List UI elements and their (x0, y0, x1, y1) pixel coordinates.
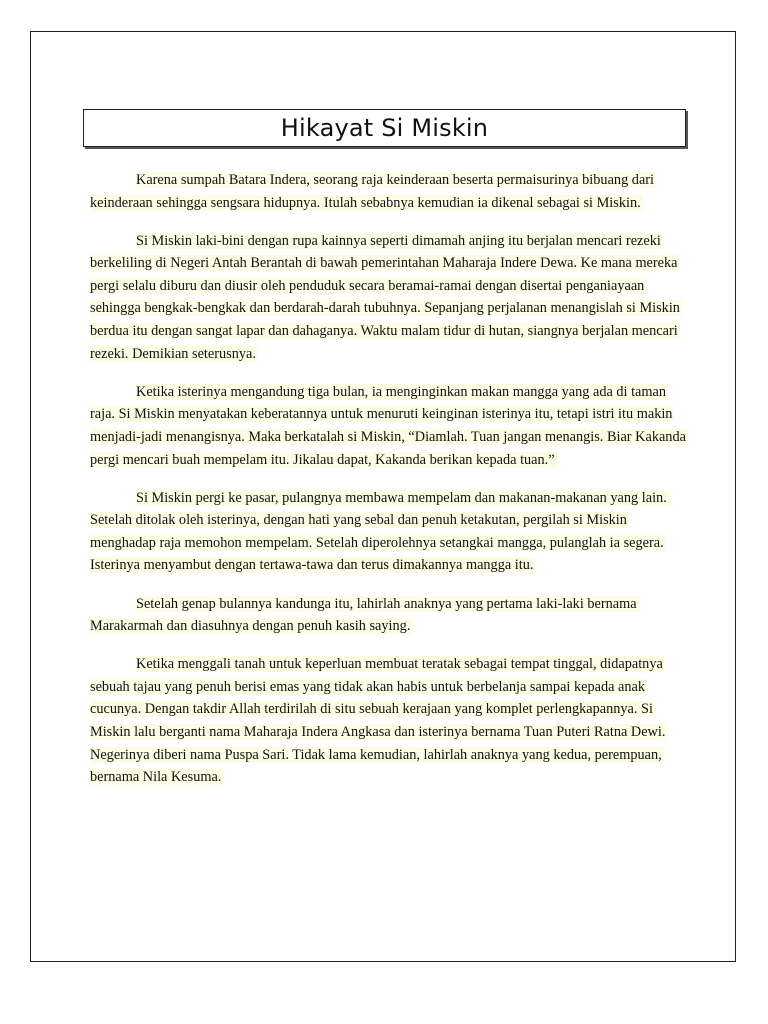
paragraph-text: Si Miskin laki-bini dengan rupa kainnya seperti dimamah anjing itu berjalan mencari rezeki berkeliling di Negeri Antah Berantah di bawah pemerintahan Maharaja Indere Dewa. Ke mana mereka pergi selalu diburu dan diusir oleh penduduk secara beramai-ramai dengan disertai penganiayaan sehingga bengkak-bengkak dan berdarah-darah tubuhnya. Sepanjang perjalanan menangislah si Miskin berdua itu dengan sangat lapar dan dahaganya. Waktu malam tidur di hutan, siangnya berjalan mencari rezeki. Demikian seterusnya. (90, 232, 680, 362)
document-body (90, 169, 690, 804)
paragraph-text: Ketika isterinya mengandung tiga bulan, ia menginginkan makan mangga yang ada di taman raja. Si Miskin menyatakan keberatannya untuk menuruti keinginan isterinya itu, tetapi istri itu makin menjadi-jadi menangisnya. Maka berkatalah si Miskin, “Diamlah. Tuan jangan menangis. Biar Kakanda pergi mencari buah mempelam itu. Jikalau dapat, Kakanda berikan kepada tuan.” (90, 383, 686, 468)
paragraph-1 (90, 169, 690, 214)
title-box (83, 109, 686, 147)
paragraph-2 (90, 230, 690, 366)
paragraph-5 (90, 593, 690, 638)
paragraph-text: Si Miskin pergi ke pasar, pulangnya membawa mempelam dan makanan-makanan yang lain. Setelah ditolak oleh isterinya, dengan hati yang sebal dan penuh ketakutan, pergilah si Miskin menghadap raja memohon mempelam. Setelah diperolehnya setangkai mangga, pulanglah ia segera. Isterinya menyambut dengan tertawa-tawa dan terus dimakannya mangga itu. (90, 489, 667, 574)
paragraph-4 (90, 487, 690, 577)
paragraph-6 (90, 653, 690, 789)
paragraph-3 (90, 381, 690, 471)
paragraph-text: Setelah genap bulannya kandunga itu, lahirlah anaknya yang pertama laki-laki bernama Marakarmah dan diasuhnya dengan penuh kasih saying. (90, 595, 637, 635)
paragraph-text: Ketika menggali tanah untuk keperluan membuat teratak sebagai tempat tinggal, didapatnya sebuah tajau yang penuh berisi emas yang tidak akan habis untuk berbelanja sampai kepada anak cucunya. Dengan takdir Allah terdirilah di situ sebuah kerajaan yang komplet perlengkapannya. Si Miskin lalu berganti nama Maharaja Indera Angkasa dan isterinya bernama Tuan Puteri Ratna Dewi. Negerinya diberi nama Puspa Sari. Tidak lama kemudian, lahirlah anaknya yang kedua, perempuan, bernama Nila Kesuma. (90, 656, 666, 786)
document-title: Hikayat Si Miskin (280, 114, 489, 142)
paragraph-text: Karena sumpah Batara Indera, seorang raja keinderaan beserta permaisurinya bibuang dari keinderaan sehingga sengsara hidupnya. Itulah sebabnya kemudian ia dikenal sebagai si Miskin. (90, 172, 655, 211)
